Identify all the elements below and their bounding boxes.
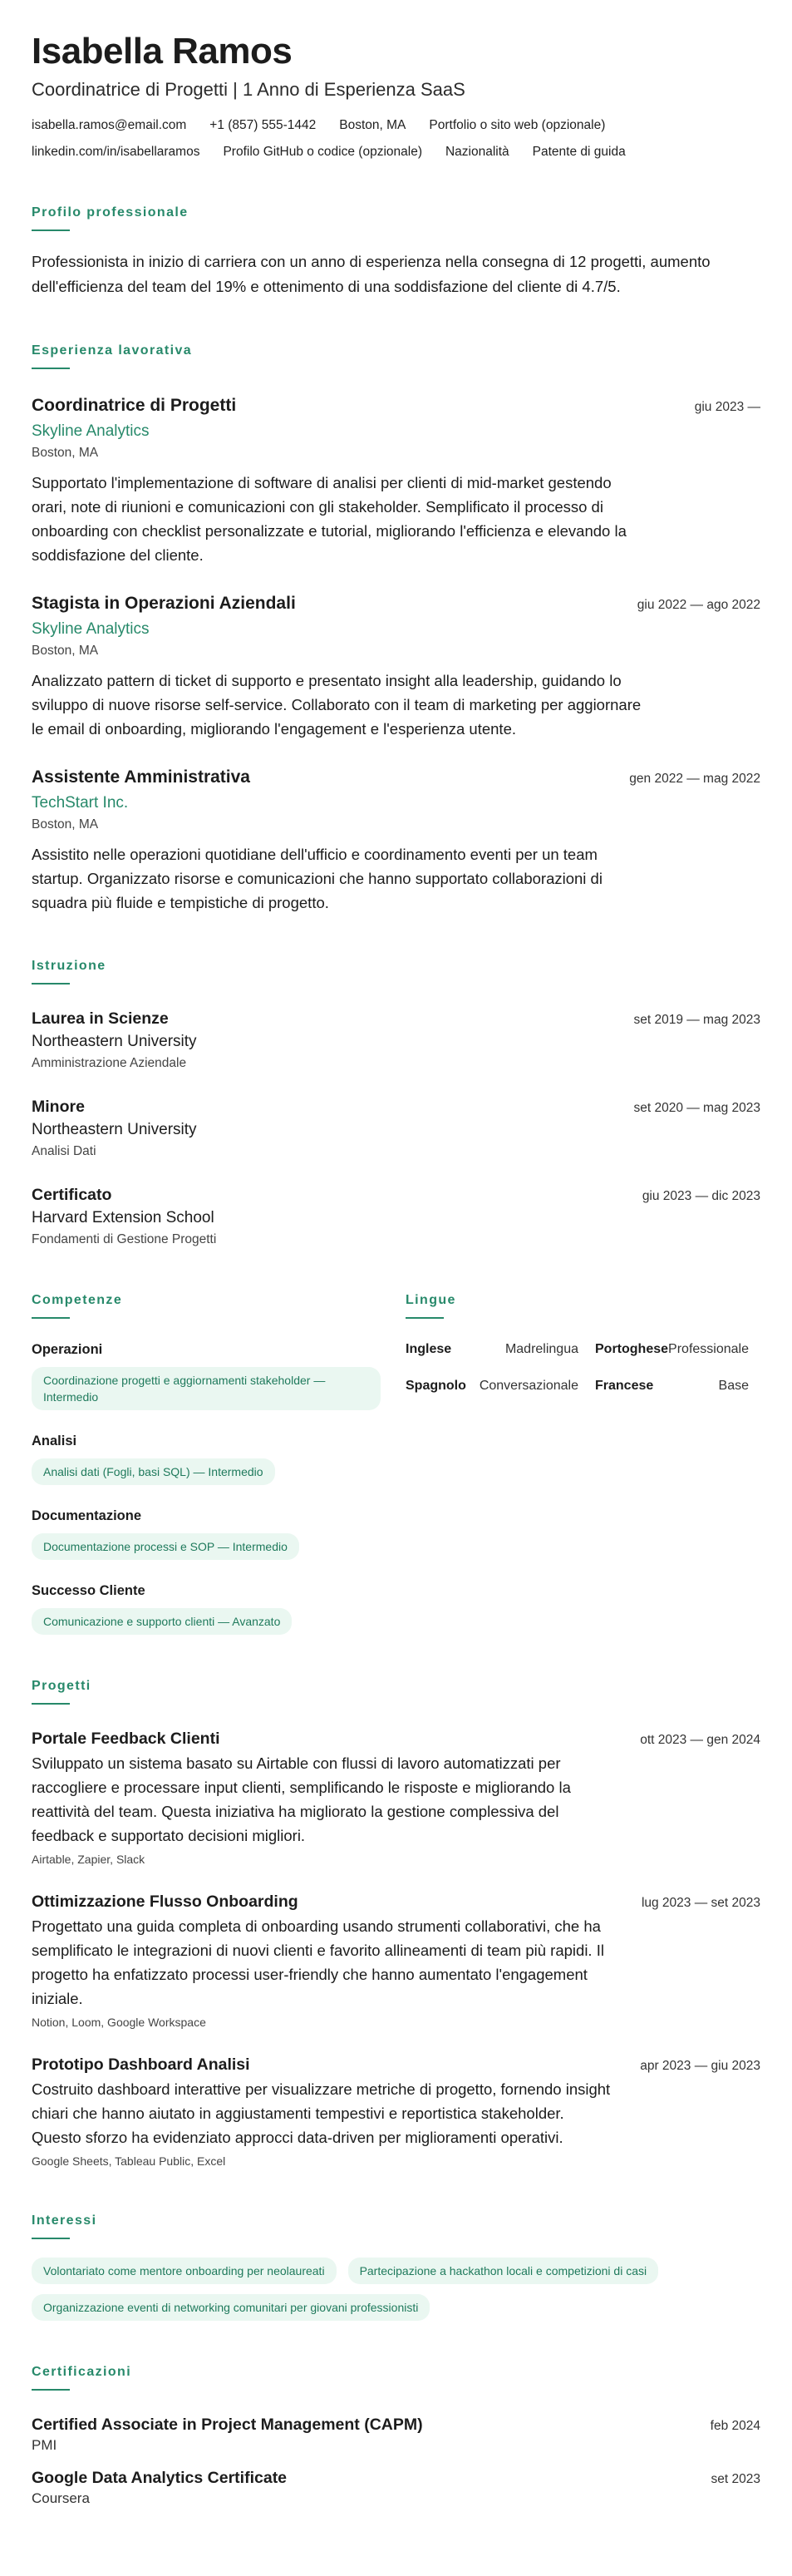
section-title: Istruzione [32,959,106,973]
job-title: Assistente Amministrativa [32,767,250,787]
project-description: Progettato una guida completa di onboarding usando strumenti collaborativi, che ha semplificato le integrazioni di nuovi clienti e favorito allineamenti di team più rapidi. Il progetto ha enfatizzato processi user-friendly che hanno aumentato l'engagement iniziale. [32,1917,604,2007]
education-item [32,1184,760,1249]
skill-group-name: Successo Cliente [32,1583,145,1598]
study-field: Analisi Dati [32,1144,96,1158]
certification-name: Google Data Analytics Certificate [32,2469,288,2487]
contact-email[interactable]: isabella.ramos@email.com [32,118,187,132]
education-section [32,958,760,1249]
project-item [32,1891,760,2031]
education-item [32,1096,760,1161]
project-name: Ottimizzazione Flusso Onboarding [32,1893,298,1911]
language-level: Base [718,1379,749,1393]
skill-group [32,1507,406,1560]
section-divider [32,229,70,231]
skill-group-name: Operazioni [32,1342,103,1357]
project-date: apr 2023 — giu 2023 [640,2059,760,2073]
job-description: Supportato l'implementazione di software di analisi per clienti di mid-market gestendo orari, note di riunioni e comunicazioni con gli stakeholder. Semplificato il processo di onboarding con checklist personalizzate e tutorial, migliorando l'efficienza e elevando la soddisfazione del cliente. [32,474,627,564]
language-name: Francese [595,1379,654,1393]
job-company: Skyline Analytics [32,422,150,440]
degree-title: Minore [32,1098,85,1116]
skill-chip: Analisi dati (Fogli, basi SQL) — Intermedio [32,1458,275,1485]
skill-chip: Comunicazione e supporto clienti — Avanzato [32,1608,292,1635]
contact-github[interactable]: Profilo GitHub o codice (opzionale) [223,145,422,159]
section-divider [32,1703,70,1705]
section-title: Interessi [32,2213,97,2228]
section-title: Profilo professionale [32,205,189,220]
certification-date: set 2023 [711,2472,760,2486]
interest-chip: Partecipazione a hackathon locali e competizioni di casi [348,2258,659,2284]
language-list [406,1340,760,1395]
skill-group [32,1432,406,1485]
project-tech: Airtable, Zapier, Slack [32,1853,145,1866]
section-title: Certificazioni [32,2365,132,2379]
certification-issuer: Coursera [32,2490,90,2506]
project-description: Sviluppato un sistema basato su Airtable con flussi di lavoro automatizzati per raccogliere e processare input clienti, semplificando le risposte e migliorando la reattività del team. Questa iniziativa ha migliorato la gestione complessiva del feedback e supportato decisioni migliori. [32,1754,571,1844]
education-date: set 2019 — mag 2023 [633,1013,760,1027]
resume-header [32,30,760,161]
project-item [32,1728,760,1868]
section-divider [32,368,70,369]
project-description: Costruito dashboard interattive per visualizzare metriche di progetto, fornendo insight chiari che hanno aiutato in aggiustamenti tempestivi e reportistica stakeholder. Questo sforzo ha evidenziato approcci data-driven per miglioramenti operativi. [32,2080,611,2146]
certification-item [32,2467,760,2509]
education-date: set 2020 — mag 2023 [633,1101,760,1115]
contact-linkedin[interactable]: linkedin.com/in/isabellaramos [32,145,200,159]
experience-item [32,592,760,741]
contact-phone[interactable]: +1 (857) 555-1442 [209,118,317,132]
job-date: gen 2022 — mag 2022 [629,772,760,786]
skill-group [32,1340,406,1410]
school-name: Northeastern University [32,1121,197,1138]
job-location: Boston, MA [32,817,99,832]
projects-section [32,1678,760,2169]
job-location: Boston, MA [32,644,99,658]
certification-item [32,2414,760,2455]
project-item [32,2054,760,2169]
section-divider [32,2389,70,2391]
interests-section [32,2213,760,2321]
experience-item [32,394,760,567]
certification-date: feb 2024 [710,2419,760,2433]
contact-nationality: Nazionalità [445,145,509,159]
language-level: Professionale [668,1342,749,1356]
skill-group-name: Documentazione [32,1508,142,1523]
section-title: Lingue [406,1293,456,1307]
job-company: TechStart Inc. [32,794,129,812]
project-date: lug 2023 — set 2023 [641,1896,760,1910]
interest-chip: Organizzazione eventi di networking comunitari per giovani professionisti [32,2294,430,2321]
education-item [32,1008,760,1073]
experience-section [32,343,760,915]
contact-driving-license: Patente di guida [532,145,626,159]
certification-issuer: PMI [32,2437,57,2453]
interest-list [32,2258,760,2321]
job-date: giu 2022 — ago 2022 [637,598,760,612]
job-description: Assistito nelle operazioni quotidiane dell'ufficio e coordinamento eventi per un team startup. Organizzato risorse e comunicazioni che hanno supportato collaborazioni di squadra più fluide e tempistiche di progetto. [32,846,603,911]
project-tech: Google Sheets, Tableau Public, Excel [32,2154,226,2168]
language-level: Conversazionale [479,1379,578,1393]
section-title: Competenze [32,1293,123,1307]
contact-portfolio[interactable]: Portfolio o sito web (opzionale) [429,118,606,132]
skill-chip: Coordinazione progetti e aggiornamenti stakeholder — Intermedio [32,1367,381,1410]
interest-chip: Volontariato come mentore onboarding per neolaureati [32,2258,337,2284]
skill-group-name: Analisi [32,1434,77,1448]
certification-name: Certified Associate in Project Management (CAPM) [32,2416,423,2434]
skills-section [32,1292,406,1635]
section-divider [32,983,70,985]
degree-title: Laurea in Scienze [32,1009,169,1028]
skill-chip: Documentazione processi e SOP — Intermedio [32,1533,299,1560]
certifications-section [32,2364,760,2509]
section-divider [406,1317,444,1319]
contact-location: Boston, MA [339,118,406,132]
skill-group [32,1582,406,1635]
language-name: Portoghese [595,1342,669,1356]
experience-item [32,766,760,915]
skills-languages-row [32,1292,760,1635]
school-name: Northeastern University [32,1033,197,1050]
job-date: giu 2023 — [694,400,760,414]
job-description: Analizzato pattern di ticket di supporto e presentato insight alla leadership, guidando lo sviluppo di nuove risorse self-service. Collaborato con il team di marketing per aggiornare le email di onboarding, migliorando l'engagement e l'esperienza utente. [32,672,642,738]
section-divider [32,1317,70,1319]
candidate-headline: Coordinatrice di Progetti | 1 Anno di Esperienza SaaS [32,79,465,100]
languages-section [406,1292,760,1635]
study-field: Fondamenti di Gestione Progetti [32,1232,217,1246]
language-name: Inglese [406,1342,452,1356]
project-date: ott 2023 — gen 2024 [640,1733,760,1747]
school-name: Harvard Extension School [32,1209,214,1226]
profile-summary: Professionista in inizio di carriera con un anno di esperienza nella consegna di 12 progetti, aumento dell'efficienza del team del 19% e ottenimento di una soddisfazione del cliente di 4.7/5. [32,253,711,295]
degree-title: Certificato [32,1186,112,1204]
language-name: Spagnolo [406,1379,466,1393]
job-location: Boston, MA [32,446,99,460]
project-name: Prototipo Dashboard Analisi [32,2055,250,2074]
candidate-name: Isabella Ramos [32,31,293,72]
job-company: Skyline Analytics [32,620,150,638]
project-tech: Notion, Loom, Google Workspace [32,2016,206,2029]
contact-list [32,116,760,161]
profile-section [32,205,760,299]
section-title: Esperienza lavorativa [32,343,193,358]
section-title: Progetti [32,1679,91,1693]
section-divider [32,2238,70,2239]
language-level: Madrelingua [504,1342,578,1356]
project-name: Portale Feedback Clienti [32,1730,220,1748]
job-title: Coordinatrice di Progetti [32,396,237,415]
education-date: giu 2023 — dic 2023 [642,1189,760,1203]
study-field: Amministrazione Aziendale [32,1056,187,1070]
job-title: Stagista in Operazioni Aziendali [32,594,296,613]
